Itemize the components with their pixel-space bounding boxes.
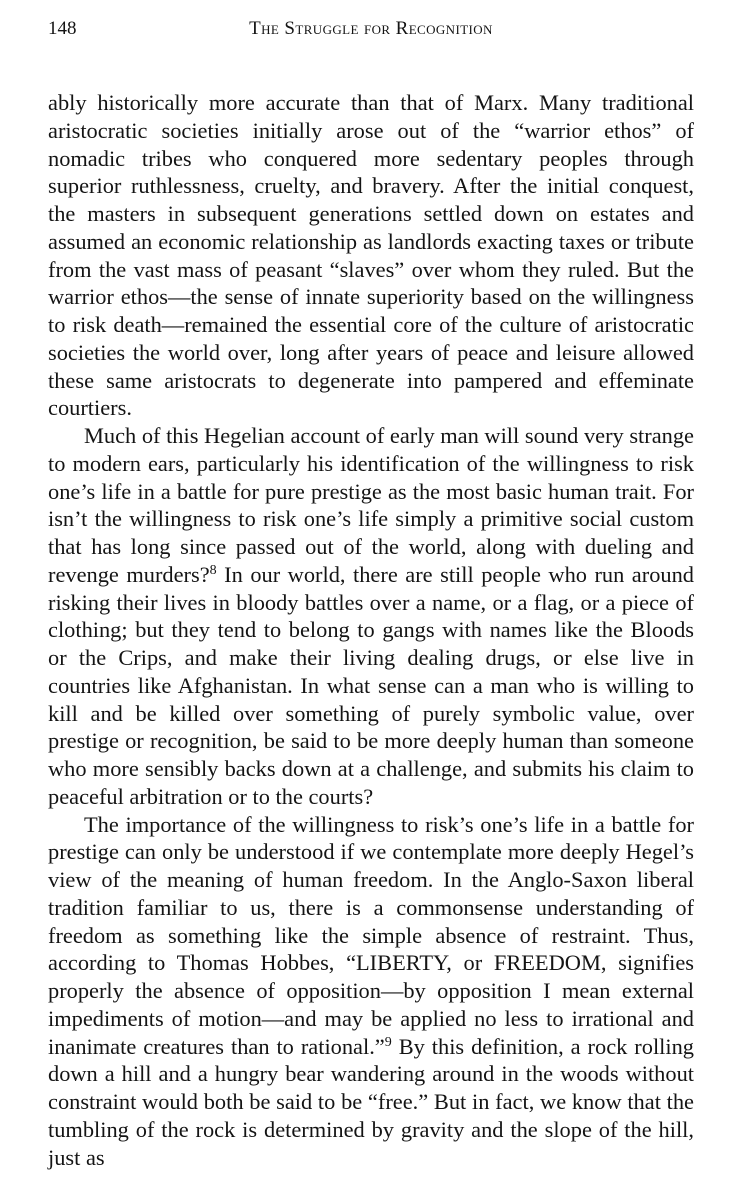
- paragraph: [48, 811, 694, 1172]
- running-title: The Struggle for Recognition: [249, 18, 493, 39]
- paragraph-text: By this definition, a rock rolling down a hill and a hungry bear wandering around in the woods without constraint would both be said to be “free.” But in fact, we know that the tumbling of the rock is determined by gravity and the slope of the hill, just as: [48, 1033, 694, 1170]
- book-page: [48, 14, 694, 1171]
- paragraph-text: In our world, there are still people who run around risking their lives in bloody battles over a name, or a flag, or a piece of clothing; but they tend to belong to gangs with names like the Bloods or the Crips, and make their living dealing drugs, or else live in countries like Afghanistan. In what sense can a man who is willing to kill and be killed over something of purely symbolic value, over prestige or recognition, be said to be more deeply human than someone who more sensibly backs down at a challenge, and submits his claim to peaceful arbitration or to the courts?: [48, 561, 694, 809]
- paragraph-text: The importance of the willingness to risk’s one’s life in a battle for prestige can only be understood if we contemplate more deeply Hegel’s view of the meaning of human freedom. In the Anglo-Saxon liberal tradition familiar to us, there is a commonsense understanding of freedom as something like the simple absence of restraint. Thus, according to Thomas Hobbes, “LIBERTY, or FREEDOM, signifies properly the absence of opposition—by opposition I mean external impediments of motion—and may be applied no less to irrational and inanimate creatures than to rational.”: [48, 811, 694, 1059]
- paragraph-text: Much of this Hegelian account of early man will sound very strange to modern ears, particularly his identification of the willingness to risk one’s life in a battle for pure prestige as the most basic human trait. For isn’t the willingness to risk one’s life simply a primitive social custom that has long since passed out of the world, along with dueling and revenge murders?: [48, 423, 694, 587]
- footnote-marker: 8: [209, 563, 217, 579]
- paragraph: [48, 422, 694, 811]
- running-head: [48, 14, 694, 44]
- paragraph-text: ably historically more accurate than that of Marx. Many traditional aristocratic societies initially arose out of the “warrior ethos” of nomadic tribes who conquered more sedentary peoples through superior ruthlessness, cruelty, and bravery. After the initial conquest, the masters in subsequent generations settled down on estates and assumed an economic relationship as landlords exacting taxes or tribute from the vast mass of peasant “slaves” over whom they ruled. But the warrior ethos—the sense of innate superiority based on the willingness to risk death—remained the essential core of the culture of aristocratic societies the world over, long after years of peace and leisure allowed these same aristocrats to degenerate into pampered and effeminate courtiers.: [48, 90, 694, 421]
- paragraph-continued: [48, 89, 694, 422]
- page-number: 148: [48, 18, 77, 39]
- footnote-marker: 9: [384, 1035, 392, 1051]
- body-text: [48, 89, 694, 1171]
